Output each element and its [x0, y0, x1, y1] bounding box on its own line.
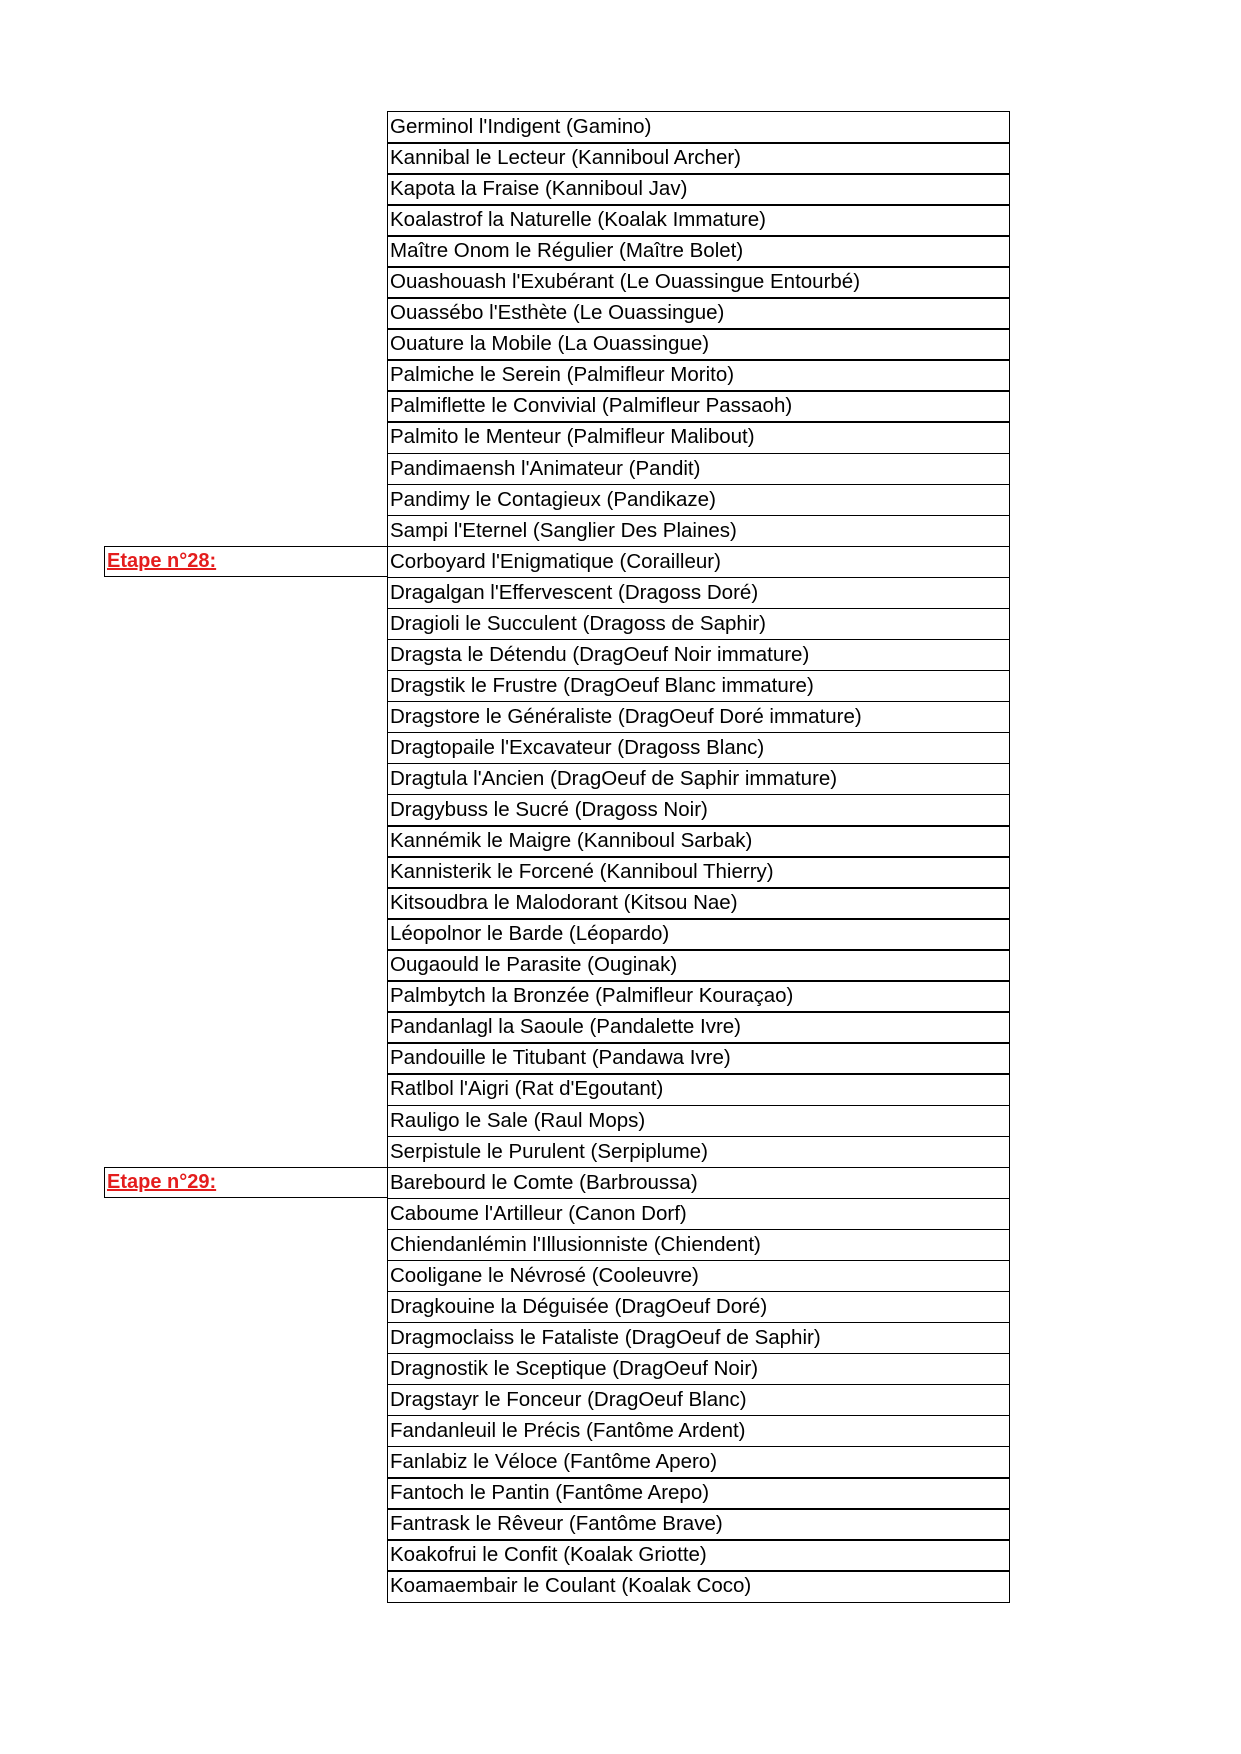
monster-name-cell: Pandanlagl la Saoule (Pandalette Ivre)	[387, 1011, 1010, 1044]
monster-name-cell: Pandimy le Contagieux (Pandikaze)	[387, 484, 1010, 517]
monster-name-cell: Dragtula l'Ancien (DragOeuf de Saphir immature)	[387, 763, 1010, 796]
monster-name-cell: Kitsoudbra le Malodorant (Kitsou Nae)	[387, 887, 1010, 920]
monster-name-cell: Fantoch le Pantin (Fantôme Arepo)	[387, 1477, 1010, 1510]
monster-name-cell: Kapota la Fraise (Kanniboul Jav)	[387, 173, 1010, 206]
monster-name-cell: Palmiche le Serein (Palmifleur Morito)	[387, 359, 1010, 392]
monster-name-cell: Dragmoclaiss le Fataliste (DragOeuf de Saphir)	[387, 1322, 1010, 1355]
monster-name-cell: Léopolnor le Barde (Léopardo)	[387, 918, 1010, 951]
monster-name-cell: Sampi l'Eternel (Sanglier Des Plaines)	[387, 515, 1010, 548]
monster-name-cell: Fantrask le Rêveur (Fantôme Brave)	[387, 1508, 1010, 1541]
monster-name-cell: Pandimaensh l'Animateur (Pandit)	[387, 453, 1010, 486]
monster-name-cell: Kannémik le Maigre (Kanniboul Sarbak)	[387, 825, 1010, 858]
monster-name-cell: Ratlbol l'Aigri (Rat d'Egoutant)	[387, 1073, 1010, 1106]
monster-name-cell: Ouashouash l'Exubérant (Le Ouassingue Entourbé)	[387, 266, 1010, 299]
monster-name-cell: Cooligane le Névrosé (Cooleuvre)	[387, 1260, 1010, 1293]
monster-name-cell: Corboyard l'Enigmatique (Corailleur)	[387, 546, 1010, 579]
monster-name-cell: Fandanleuil le Précis (Fantôme Ardent)	[387, 1415, 1010, 1448]
monster-name-cell: Koamaembair le Coulant (Koalak Coco)	[387, 1570, 1010, 1603]
monster-name-cell: Kannibal le Lecteur (Kanniboul Archer)	[387, 142, 1010, 175]
monster-name-cell: Dragnostik le Sceptique (DragOeuf Noir)	[387, 1353, 1010, 1386]
monster-name-cell: Palmiflette le Convivial (Palmifleur Passaoh)	[387, 390, 1010, 423]
monster-name-cell: Germinol l'Indigent (Gamino)	[387, 111, 1010, 144]
monster-name-cell: Ouature la Mobile (La Ouassingue)	[387, 328, 1010, 361]
monster-name-cell: Dragstore le Généraliste (DragOeuf Doré immature)	[387, 701, 1010, 734]
monster-name-cell: Dragsta le Détendu (DragOeuf Noir immature)	[387, 639, 1010, 672]
monster-name-cell: Ougaould le Parasite (Ouginak)	[387, 949, 1010, 982]
monster-name-cell: Koakofrui le Confit (Koalak Griotte)	[387, 1539, 1010, 1572]
monster-name-cell: Dragkouine la Déguisée (DragOeuf Doré)	[387, 1291, 1010, 1324]
monster-name-cell: Ouassébo l'Esthète (Le Ouassingue)	[387, 297, 1010, 330]
monster-name-cell: Barebourd le Comte (Barbroussa)	[387, 1167, 1010, 1200]
monster-name-cell: Dragstik le Frustre (DragOeuf Blanc immature)	[387, 670, 1010, 703]
stage-label: Etape n°28:	[104, 546, 387, 577]
monster-name-cell: Kannisterik le Forcené (Kanniboul Thierry)	[387, 856, 1010, 889]
monster-name-cell: Pandouille le Titubant (Pandawa Ivre)	[387, 1042, 1010, 1075]
monster-name-cell: Palmito le Menteur (Palmifleur Malibout)	[387, 421, 1010, 454]
monster-name-cell: Caboume l'Artilleur (Canon Dorf)	[387, 1198, 1010, 1231]
monster-name-cell: Serpistule le Purulent (Serpiplume)	[387, 1136, 1010, 1169]
monster-name-cell: Dragybuss le Sucré (Dragoss Noir)	[387, 794, 1010, 827]
monster-name-cell: Dragtopaile l'Excavateur (Dragoss Blanc)	[387, 732, 1010, 765]
monster-name-cell: Maître Onom le Régulier (Maître Bolet)	[387, 235, 1010, 268]
stage-label: Etape n°29:	[104, 1167, 387, 1198]
monster-name-cell: Dragalgan l'Effervescent (Dragoss Doré)	[387, 577, 1010, 610]
monster-name-cell: Rauligo le Sale (Raul Mops)	[387, 1105, 1010, 1138]
monster-name-cell: Koalastrof la Naturelle (Koalak Immature)	[387, 204, 1010, 237]
monster-name-cell: Fanlabiz le Véloce (Fantôme Apero)	[387, 1446, 1010, 1479]
monster-name-cell: Chiendanlémin l'Illusionniste (Chiendent)	[387, 1229, 1010, 1262]
monster-name-cell: Dragstayr le Fonceur (DragOeuf Blanc)	[387, 1384, 1010, 1417]
monster-name-cell: Palmbytch la Bronzée (Palmifleur Kouraçao)	[387, 980, 1010, 1013]
monster-name-cell: Dragioli le Succulent (Dragoss de Saphir)	[387, 608, 1010, 641]
